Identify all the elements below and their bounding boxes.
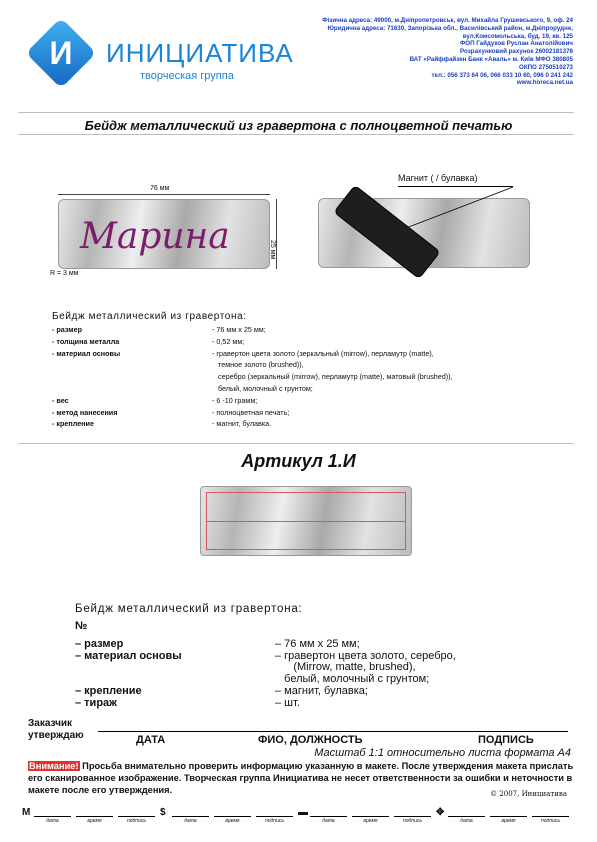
spec-value: (Mirrow, matte, brushed), bbox=[275, 661, 416, 674]
radius-label: R = 3 мм bbox=[50, 270, 79, 277]
signature-slot-line bbox=[352, 816, 389, 817]
spec-value: - гравертон цвета золото (зеркальный (mirrow), перламутр (matte), bbox=[212, 348, 434, 358]
divider bbox=[18, 112, 574, 113]
spec-key: - размер bbox=[52, 325, 82, 334]
spec-key: - толщина металла bbox=[52, 336, 120, 346]
center-guide-line bbox=[206, 521, 406, 522]
signature-slot-caption: время bbox=[363, 818, 378, 824]
spec-key: - крепление bbox=[52, 419, 94, 429]
signature-slot-caption: подпись bbox=[265, 818, 284, 824]
brand-name: ИНИЦИАТИВА bbox=[106, 38, 294, 68]
spec-value: – шт. bbox=[275, 696, 300, 709]
logo-letter: И bbox=[49, 35, 73, 71]
approval-signature-group bbox=[22, 806, 160, 830]
spec-key: – размер bbox=[75, 637, 124, 650]
spec-key: – материал основы bbox=[75, 649, 182, 662]
address-line: вул.Комсомольська, буд. 19, кв. 125 bbox=[462, 32, 573, 40]
divider bbox=[18, 134, 574, 135]
signature-slot-line bbox=[448, 816, 485, 817]
divider bbox=[18, 443, 574, 444]
signature-slot-caption: время bbox=[501, 818, 516, 824]
spec-key: – крепление bbox=[75, 684, 142, 697]
approval-line: Заказчик bbox=[28, 718, 73, 729]
signature-slot-line bbox=[256, 816, 293, 817]
address-line: Розрахунковий рахунок 26002181378 bbox=[460, 48, 573, 56]
logo-mark bbox=[22, 14, 100, 92]
signature-slot-line bbox=[310, 816, 347, 817]
spec-value: серебро (зеркальный (mirrow), перламутр (matte), матовый (brushed)), bbox=[212, 372, 453, 382]
approval-line: утверждаю bbox=[28, 730, 84, 741]
magnet-strip-icon bbox=[318, 186, 530, 286]
spec-value: – гравертон цвета золото, серебро, bbox=[275, 649, 456, 662]
signature-slot-line bbox=[172, 816, 209, 817]
spec-number-label: № bbox=[75, 620, 88, 632]
document-title: Бейдж металлический из гравертона с полноцветной печатью bbox=[84, 118, 513, 133]
signature-slot-caption: дата bbox=[46, 818, 59, 824]
spec-value: – магнит, булавка; bbox=[275, 684, 368, 697]
address-line: www.horeca.net.ua bbox=[516, 79, 573, 87]
signature-slot-caption: подпись bbox=[127, 818, 146, 824]
company-address bbox=[283, 17, 573, 87]
address-line: тел.: 056 373 64 06, 066 033 10 60, 096 0 241 242 bbox=[431, 71, 573, 79]
spec-key bbox=[52, 383, 212, 395]
signature-slot-caption: дата bbox=[184, 818, 197, 824]
spec-value: – 76 мм x 25 мм; bbox=[275, 637, 360, 650]
address-line: ВАТ «Райффайзен Банк «Аваль» м. Київ МФО 380805 bbox=[409, 55, 573, 63]
signature-slot-caption: дата bbox=[460, 818, 473, 824]
signature-slot-caption: время bbox=[225, 818, 240, 824]
width-dimension-line bbox=[58, 194, 270, 195]
spec-value: - 6 -10 грамм; bbox=[212, 395, 258, 405]
spec-row bbox=[52, 324, 552, 336]
approval-notice-text: Просьба внимательно проверить информацию указанную в макете. После утверждения макета прислать его сканированное изображение. Творческая группа Инициатива не несет ответственности за ошибки и неточности в макете после его утверждения. bbox=[28, 761, 574, 795]
spec-row bbox=[52, 359, 552, 371]
approval-signature-group bbox=[160, 806, 298, 830]
spec-row bbox=[75, 686, 595, 698]
spec-title: Бейдж металлический из гравертона: bbox=[75, 603, 303, 615]
spec-list bbox=[75, 621, 595, 710]
address-line: Фiзична адреса: 49000, м.Днiпропетровськ, вул. Михайла Грушевського, 9, оф. 24 bbox=[322, 17, 573, 24]
signature-slot-line bbox=[532, 816, 569, 817]
signature-column-label: ПОДПИСЬ bbox=[478, 734, 534, 746]
signature-slot-line bbox=[394, 816, 431, 817]
approval-signatures-row bbox=[22, 806, 578, 830]
spec-key: - материал основы bbox=[52, 348, 121, 358]
height-dimension-label: 25 мм bbox=[269, 240, 276, 260]
signature-slot-caption: подпись bbox=[403, 818, 422, 824]
spec-value: - полноцветная печать; bbox=[212, 407, 290, 417]
signature-slot-line bbox=[76, 816, 113, 817]
signature-slot-line bbox=[214, 816, 251, 817]
spec-value: - магнит, булавка. bbox=[212, 419, 272, 429]
spec-row bbox=[52, 407, 552, 419]
spec-number-row bbox=[75, 621, 595, 633]
height-dimension-line bbox=[276, 199, 277, 269]
name-position-column-label: ФИО, ДОЛЖНОСТЬ bbox=[258, 734, 363, 746]
spec-value: темное золото (brushed)), bbox=[212, 360, 304, 370]
signature-slot-caption: подпись bbox=[541, 818, 560, 824]
approval-stage-icon: $ bbox=[160, 807, 166, 818]
address-line: Юридична адреса: 71630, Запорiзька обл., Василiвський район, м.Днiпрорудне, bbox=[327, 24, 573, 32]
spec-title: Бейдж металлический из гравертона: bbox=[52, 311, 247, 322]
approval-signature-group bbox=[436, 806, 574, 830]
spec-value: - 0,52 мм; bbox=[212, 336, 245, 346]
address-line: ФОП Гайдуков Руслан Анатолiйович bbox=[459, 40, 573, 48]
spec-row bbox=[52, 395, 552, 407]
scale-note: Масштаб 1:1 относительно листа формата А4 bbox=[314, 747, 571, 759]
spec-row bbox=[52, 371, 552, 383]
spec-row bbox=[75, 698, 595, 710]
spec-list bbox=[52, 324, 552, 430]
spec-row bbox=[52, 348, 552, 360]
signature-slot-line bbox=[34, 816, 71, 817]
signature-slot-line bbox=[118, 816, 155, 817]
spec-key: - вес bbox=[52, 395, 69, 405]
signature-slot-line bbox=[490, 816, 527, 817]
width-dimension-label: 76 мм bbox=[150, 185, 170, 192]
warning-label: Внимание! bbox=[29, 761, 79, 771]
article-title: Артикул 1.И bbox=[241, 451, 356, 471]
spec-row bbox=[52, 336, 552, 348]
spec-key bbox=[52, 359, 212, 371]
signature-line bbox=[98, 731, 568, 732]
customer-approval-label bbox=[28, 718, 84, 742]
spec-row bbox=[52, 383, 552, 395]
spec-row bbox=[52, 418, 552, 430]
approval-signature-group bbox=[298, 806, 436, 830]
spec-value: белый, молочный с грунтом; bbox=[275, 673, 430, 686]
spec-value: белый, молочный с грунтом; bbox=[212, 383, 313, 393]
signature-slot-caption: время bbox=[87, 818, 102, 824]
spec-row bbox=[75, 639, 595, 651]
spec-key: – тираж bbox=[75, 696, 117, 709]
spec-key bbox=[75, 662, 275, 674]
spec-value: - 76 мм x 25 мм; bbox=[212, 325, 266, 334]
badge-name-text: Марина bbox=[80, 216, 230, 257]
magnet-label: Магнит ( / булавка) bbox=[398, 173, 478, 183]
address-line: ОКПО 2750510273 bbox=[519, 63, 573, 71]
spec-key bbox=[52, 371, 212, 383]
approval-stage-icon: ▬ bbox=[298, 807, 308, 818]
brand-subtitle: творческая группа bbox=[140, 70, 234, 82]
approval-stage-icon: M bbox=[22, 807, 31, 818]
copyright: © 2007, Инициатива bbox=[490, 790, 567, 798]
spec-key: - метод нанесения bbox=[52, 407, 118, 417]
signature-slot-caption: дата bbox=[322, 818, 335, 824]
approval-stage-icon: ✥ bbox=[436, 807, 445, 818]
date-column-label: ДАТА bbox=[136, 734, 166, 746]
